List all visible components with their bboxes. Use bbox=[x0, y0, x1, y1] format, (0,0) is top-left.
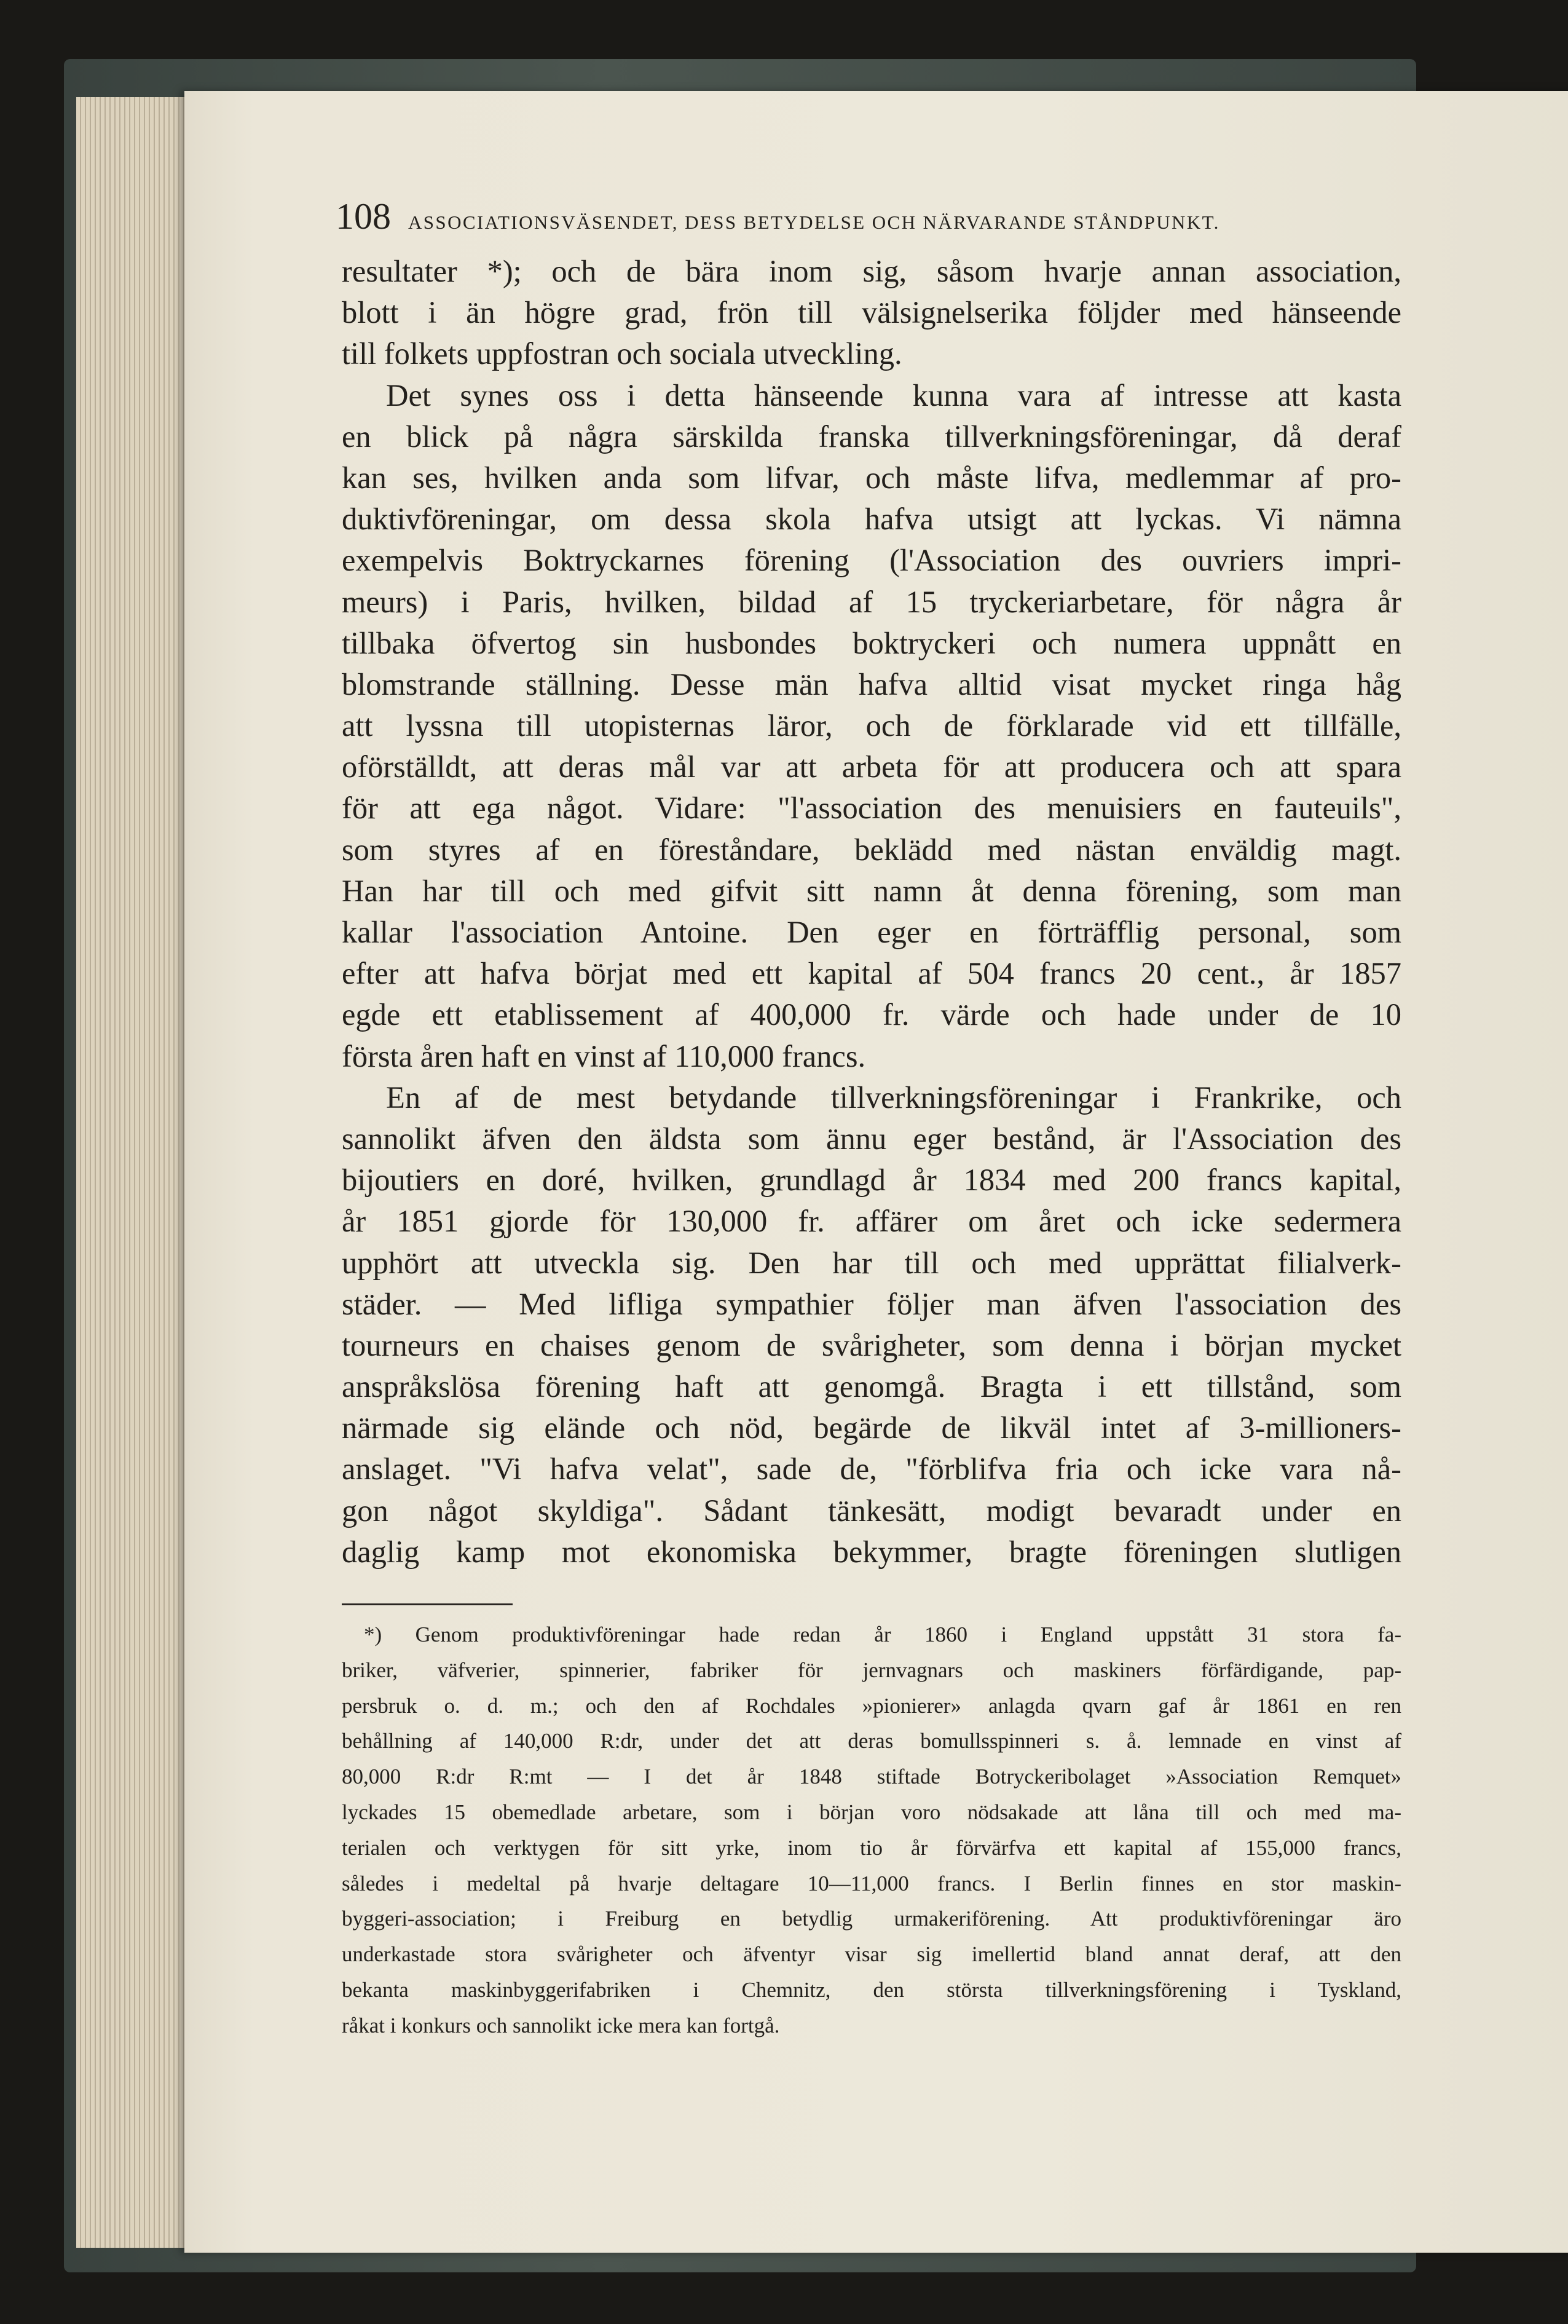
body-line: att lyssna till utopisternas läror, och de förklarade vid ett tillfälle, bbox=[342, 708, 1401, 743]
page-edges bbox=[76, 97, 199, 2248]
body-line: egde ett etablissement af 400,000 fr. värde och hade under de 10 bbox=[342, 997, 1401, 1032]
footnote-line: persbruk o. d. m.; och den af Rochdales »pionierer» anlagda qvarn gaf år 1861 en ren bbox=[342, 1693, 1401, 1718]
body-line: upphört att utveckla sig. Den har till och med upprättat filialverk- bbox=[342, 1245, 1401, 1280]
body-line: närmade sig elände och nöd, begärde de likväl intet af 3-millioners- bbox=[342, 1410, 1401, 1445]
body-line: kan ses, hvilken anda som lifvar, och måste lifva, medlemmar af pro- bbox=[342, 460, 1401, 495]
body-line: blott i än högre grad, frön till välsignelserika följder med hänseende bbox=[342, 295, 1401, 330]
body-line: resultater *); och de bära inom sig, såsom hvarje annan association, bbox=[342, 254, 1401, 288]
body-line: första åren haft en vinst af 110,000 francs. bbox=[342, 1038, 866, 1073]
body-text bbox=[342, 251, 1401, 1573]
body-line: Han har till och med gifvit sitt namn åt denna förening, som man bbox=[342, 873, 1401, 908]
body-line: för att ega något. Vidare: "l'association des menuisiers en fauteuils", bbox=[342, 791, 1401, 826]
footnote-line: briker, väfverier, spinnerier, fabriker för jernvagnars och maskiners förfärdigande, pap- bbox=[342, 1658, 1401, 1682]
body-line: år 1851 gjorde för 130,000 fr. affärer om året och icke sedermera bbox=[342, 1204, 1401, 1239]
footnote-line: terialen och verktygen för sitt yrke, inom tio år förvärfva ett kapital af 155,000 francs, bbox=[342, 1835, 1401, 1860]
body-line: sannolikt äfven den äldsta som ännu eger bestånd, är l'Association des bbox=[342, 1121, 1401, 1156]
body-line: blomstrande ställning. Desse män hafva alltid visat mycket ringa håg bbox=[342, 666, 1401, 702]
body-line: efter att hafva börjat med ett kapital af 504 francs 20 cent., år 1857 bbox=[342, 956, 1401, 991]
footnote-line: lyckades 15 obemedlade arbetare, som i början voro nödsakade att låna till och med ma- bbox=[342, 1800, 1401, 1824]
footnote-rule bbox=[342, 1603, 513, 1605]
body-line: anslaget. "Vi hafva velat", sade de, "förblifva fria och icke vara nå- bbox=[342, 1452, 1401, 1487]
page-number: 108 bbox=[336, 196, 391, 237]
footnote bbox=[342, 1617, 1401, 2044]
body-line: som styres af en föreståndare, beklädd med nästan enväldig magt. bbox=[342, 832, 1401, 867]
footnote-line: behållning af 140,000 R:dr, under det att deras bomullsspinneri s. å. lemnade en vinst af bbox=[342, 1729, 1401, 1753]
body-line: oförställdt, att deras mål var att arbeta för att producera och att spara bbox=[342, 749, 1401, 785]
body-line: till folkets uppfostran och sociala utveckling. bbox=[342, 336, 902, 371]
body-line: En af de mest betydande tillverkningsföreningar i Frankrike, och bbox=[386, 1080, 1401, 1115]
footnote-line: underkastade stora svårigheter och äfventyr visar sig imellertid bland annat deraf, att den bbox=[342, 1942, 1401, 1967]
body-line: exempelvis Boktryckarnes förening (l'Association des ouvriers impri- bbox=[342, 543, 1401, 578]
body-line: städer. — Med lifliga sympathier följer man äfven l'association des bbox=[342, 1286, 1401, 1321]
body-line: tourneurs en chaises genom de svårigheter, som denna i början mycket bbox=[342, 1327, 1401, 1362]
footnote-line: således i medeltal på hvarje deltagare 10—11,000 francs. I Berlin finnes en stor maskin- bbox=[342, 1871, 1401, 1895]
body-line: bijoutiers en doré, hvilken, grundlagd år 1834 med 200 francs kapital, bbox=[342, 1163, 1401, 1198]
footnote-line: bekanta maskinbyggerifabriken i Chemnitz, den största tillverkningsförening i Tyskland, bbox=[342, 1977, 1401, 2002]
body-line: tillbaka öfvertog sin husbondes boktryckeri och numera uppnått en bbox=[342, 625, 1401, 660]
footnote-line: 80,000 R:dr R:mt — I det år 1848 stiftade Botryckeribolaget »Association Remquet» bbox=[342, 1765, 1401, 1789]
footnote-line: byggeri-association; i Freiburg en betydlig urmakeriförening. Att produktivföreningar äro bbox=[342, 1907, 1401, 1931]
body-line: kallar l'association Antoine. Den eger en förträfflig personal, som bbox=[342, 915, 1401, 949]
body-line: Det synes oss i detta hänseende kunna vara af intresse att kasta bbox=[386, 377, 1401, 413]
running-title: ASSOCIATIONSVÄSENDET, DESS BETYDELSE OCH NÄRVARANDE STÅNDPUNKT. bbox=[408, 211, 1220, 233]
body-line: gon något skyldiga". Sådant tänkesätt, modigt bevaradt under en bbox=[342, 1493, 1401, 1528]
body-line: en blick på några särskilda franska tillverkningsföreningar, då deraf bbox=[342, 419, 1401, 454]
footnote-line: *) Genom produktivföreningar hade redan år 1860 i England uppstått 31 stora fa- bbox=[364, 1622, 1401, 1646]
body-line: daglig kamp mot ekonomiska bekymmer, bragte föreningen slutligen bbox=[342, 1534, 1401, 1569]
body-line: duktivföreningar, om dessa skola hafva utsigt att lyckas. Vi nämna bbox=[342, 502, 1401, 537]
footnote-line: råkat i konkurs och sannolikt icke mera kan fortgå. bbox=[342, 2013, 780, 2037]
body-line: meurs) i Paris, hvilken, bildad af 15 tryckeriarbetare, för några år bbox=[342, 584, 1401, 619]
body-line: anspråkslösa förening haft att genomgå. Bragta i ett tillstånd, som bbox=[342, 1369, 1401, 1404]
running-header bbox=[336, 196, 1363, 245]
